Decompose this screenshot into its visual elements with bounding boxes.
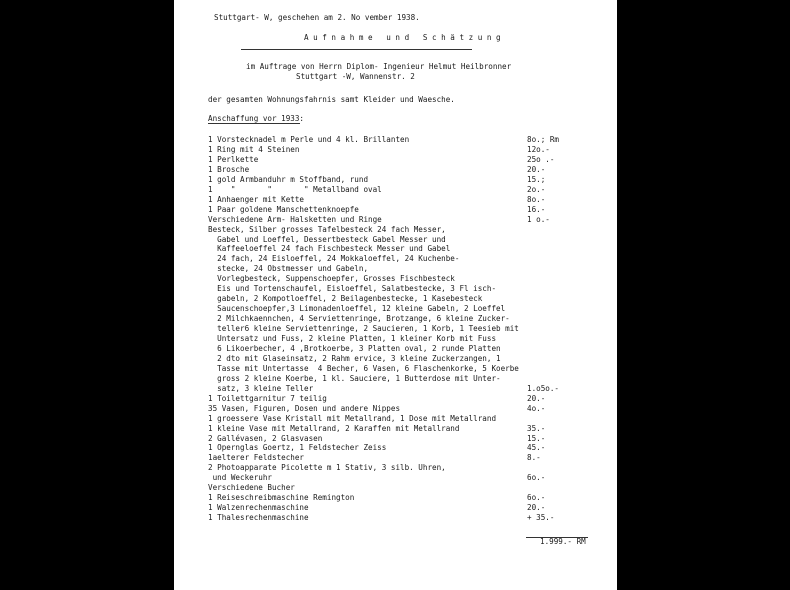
item-description: 2 Photoapparate Picolette m 1 Stativ, 3 silb. Uhren, [208, 463, 446, 473]
item-description: 1 Opernglas Goertz, 1 Feldstecher Zeiss [208, 443, 387, 453]
item-description: Kaffeeloeffel 24 fach Fischbesteck Messer und Gabel [208, 244, 451, 254]
item-description: 1 Ring mit 4 Steinen [208, 144, 300, 154]
item-description: 35 Vasen, Figuren, Dosen und andere Nippes [208, 403, 401, 413]
subject-line: der gesamten Wohnungsfahrnis samt Kleider und Waesche. [208, 95, 455, 104]
item-amount: 4o.- [527, 403, 546, 413]
item-amount: 15.; [527, 174, 546, 184]
title-underline [241, 49, 472, 50]
document-title: A u f n a h m e u n d S c h ä t z u n g [304, 33, 501, 42]
item-amount: 2o.- [527, 184, 546, 194]
item-description: 1aelterer Feldstecher [208, 453, 305, 463]
item-description: Besteck, Silber grosses Tafelbesteck 24 fach Messer, [208, 224, 446, 234]
item-amount: 8.- [527, 453, 541, 463]
item-amount: 1 o.- [527, 214, 550, 224]
document-page [174, 0, 617, 590]
item-description: 2 dto mit Glaseinsatz, 2 Rahm ervice, 3 kleine Zuckerzangen, 1 [208, 353, 501, 363]
item-description: 1 Anhaenger mit Kette [208, 194, 305, 204]
item-amount: 20.- [527, 503, 546, 513]
item-description: 1 Brosche [208, 164, 250, 174]
commission-line-1: im Auftrage von Herrn Diplom- Ingenieur Helmut Heilbronner [246, 62, 512, 71]
item-description: 1 Paar goldene Manschettenknoepfe [208, 204, 359, 214]
item-description: 24 fach, 24 Eisloeffel, 24 Mokkaloeffel, 24 Kuchenbe- [208, 254, 460, 264]
commission-line-2: Stuttgart -W, Wannenstr. 2 [296, 72, 415, 81]
item-amount: 45.- [527, 443, 546, 453]
item-amount: 20.- [527, 393, 546, 403]
item-amount: 35.- [527, 423, 546, 433]
item-description: Verschiedene Bucher [208, 483, 295, 493]
item-amount: 16.- [527, 204, 546, 214]
item-amount: 8o.- [527, 194, 546, 204]
item-amount: 12o.- [527, 144, 550, 154]
item-description: 1 kleine Vase mit Metallrand, 2 Karaffen mit Metallrand [208, 423, 460, 433]
item-description: Tasse mit Untertasse 4 Becher, 6 Vasen, 6 Flaschenkorke, 5 Koerbe [208, 363, 519, 373]
total-amount: 1.999.- RM [540, 537, 586, 546]
item-amount: + 35.- [527, 513, 555, 523]
item-description: gabeln, 2 Kompotloeffel, 2 Beilagenbestecke, 1 Kasebesteck [208, 294, 483, 304]
item-amount: 6o.- [527, 473, 546, 483]
item-description: teller6 kleine Serviettenringe, 2 Saucieren, 1 Korb, 1 Teesieb mit [208, 324, 519, 334]
item-description: 2 Gallévasen, 2 Glasvasen [208, 433, 323, 443]
item-description: 2 Milchkaennchen, 4 Serviettenringe, Brotzange, 6 kleine Zucker- [208, 314, 510, 324]
item-description: 1 Reiseschreibmaschine Remington [208, 493, 355, 503]
item-description: 1 Toilettgarnitur 7 teilig [208, 393, 327, 403]
section-heading-underline [208, 123, 300, 124]
item-description: Saucenschoepfer,3 Limonadenloeffel, 12 kleine Gabeln, 2 Loeffel [208, 304, 506, 314]
place-date-line: Stuttgart- W, geschehen am 2. No vember 1938. [214, 13, 420, 22]
item-description: 1 Perlkette [208, 154, 259, 164]
item-description: 1 groessere Vase Kristall mit Metallrand, 1 Dose mit Metallrand [208, 413, 497, 423]
item-amount: 6o.- [527, 493, 546, 503]
item-description: Untersatz und Fuss, 2 kleine Platten, 1 kleiner Korb mit Fuss [208, 334, 497, 343]
item-amount: 8o.; Rm [527, 135, 560, 144]
item-description: 6 Likoerbecher, 4 ,Brotkoerbe, 3 Platten oval, 2 runde Platten [208, 343, 501, 353]
item-amount: 25o .- [527, 154, 555, 164]
item-amount: 15.- [527, 433, 546, 443]
item-description: Eis und Tortenschaufel, Eisloeffel, Salatbestecke, 3 Fl isch- [208, 284, 497, 294]
item-description: 1 " " " Metallband oval [208, 184, 382, 194]
item-description: Vorlegbesteck, Suppenschoepfer, Grosses Fischbesteck [208, 274, 455, 284]
item-description: 1 Thalesrechenmaschine [208, 513, 309, 523]
item-description: satz, 3 kleine Teller [208, 383, 314, 393]
item-description: 1 gold Armbanduhr m Stoffband, rund [208, 174, 369, 184]
item-amount: 20.- [527, 164, 546, 174]
item-description: gross 2 kleine Koerbe, 1 kl. Sauciere, 1 Butterdose mit Unter- [208, 373, 501, 383]
item-description: und Weckeruhr [208, 473, 273, 483]
item-description: Gabel und Loeffel, Dessertbesteck Gabel Messer und [208, 234, 446, 244]
item-description: Verschiedene Arm- Halsketten und Ringe [208, 214, 382, 224]
section-heading: Anschaffung vor 1933: [208, 114, 305, 123]
item-description: stecke, 24 Obstmesser und Gabeln, [208, 264, 369, 274]
item-description: 1 Vorstecknadel m Perle und 4 kl. Brillanten [208, 135, 410, 144]
item-amount: 1.o5o.- [527, 383, 560, 393]
item-description: 1 Walzenrechenmaschine [208, 503, 309, 513]
